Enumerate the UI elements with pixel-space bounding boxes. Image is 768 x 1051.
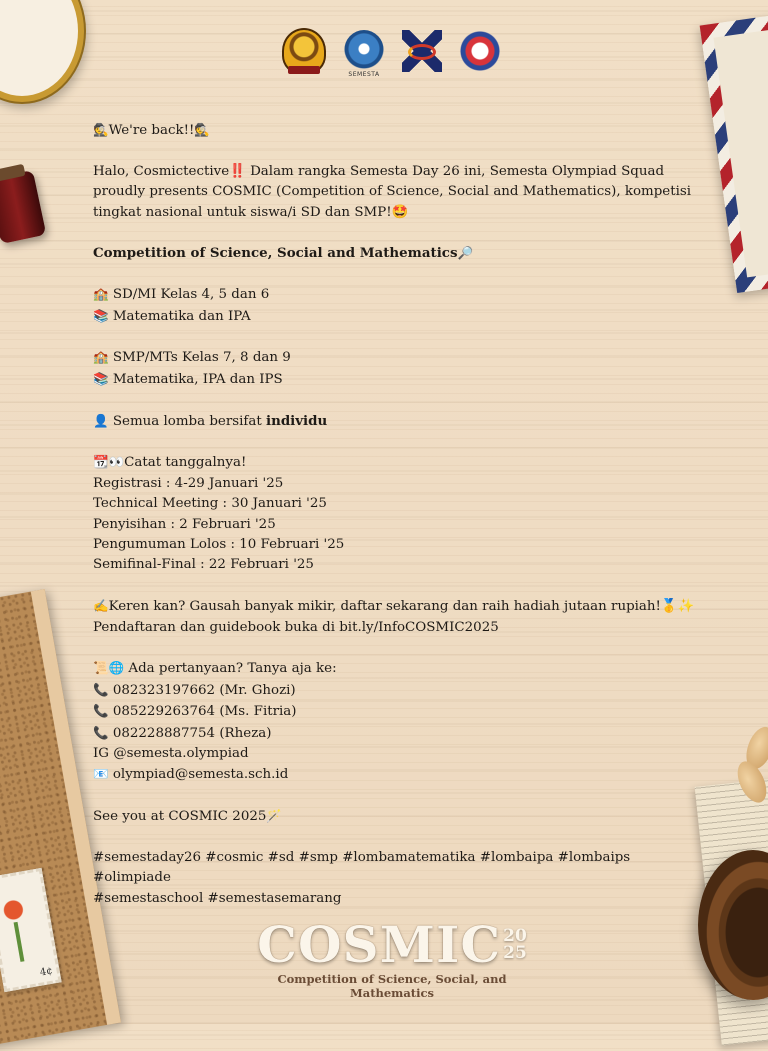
hashtags: #semestaday26 #cosmic #sd #smp #lombamatematika #lombaipa #lombaips #olimpiade <box>93 850 635 886</box>
sd-subjects: 📚 Matematika dan IPA <box>93 307 251 324</box>
individual-note: 👤 Semua lomba bersifat individu <box>93 412 328 429</box>
phone-icon: 📞 <box>93 724 109 740</box>
intro-line: 🕵️We're back!!🕵️ <box>93 122 210 138</box>
announcement-text <box>93 120 703 909</box>
schedule-item: Semifinal-Final : 22 Februari '25 <box>93 557 314 573</box>
competition-heading: Competition of Science, Social and Mathematics🔎 <box>93 245 474 262</box>
detective-icon: 🕵️ <box>194 122 210 137</box>
sd-level: 🏫 SD/MI Kelas 4, 5 dan 6 <box>93 286 270 303</box>
contact-header: 📜🌐 Ada pertanyaan? Tanya aja ke: <box>93 660 337 677</box>
smp-subjects: 📚 Matematika, IPA dan IPS <box>93 370 283 387</box>
school-icon: 🏫 <box>93 286 109 302</box>
unes-logo-icon <box>282 28 326 74</box>
magnifying-glass-decoration <box>0 0 84 102</box>
contact-phone[interactable]: 📞 082323197662 (Mr. Ghozi) <box>93 681 296 698</box>
scroll-globe-icon: 📜🌐 <box>93 660 125 676</box>
books-icon: 📚 <box>93 307 109 323</box>
detective-icon: 🕵️ <box>93 122 109 137</box>
phone-icon: 📞 <box>93 703 109 719</box>
contact-email[interactable]: 📧 olympiad@semesta.sch.id <box>93 766 289 783</box>
email-icon: 📧 <box>93 766 109 782</box>
contact-instagram[interactable]: IG @semesta.olympiad <box>93 746 249 762</box>
rubber-stamp-decoration <box>0 170 46 244</box>
cta-line: ✍️Keren kan? Gausah banyak mikir, daftar sekarang dan raih hadiah jutaan rupiah!🥇✨ <box>93 598 695 615</box>
intro-paragraph: Halo, Cosmictective‼️ Dalam rangka Semesta Day 26 ini, Semesta Olympiad Squad proudly presents COSMIC (Competition of Science, Social and Mathematics), kompetisi tingkat nasional untuk siswa/i SD dan SMP!🤩 <box>93 163 696 220</box>
cosmic-emblem-logo-icon <box>460 30 500 72</box>
brand-subtitle: Competition of Science, Social, and Mathematics <box>277 972 507 1000</box>
phone-icon: 📞 <box>93 681 109 697</box>
schedule-item: Technical Meeting : 30 Januari '25 <box>93 496 327 512</box>
semesta-logo-label: SEMESTA <box>348 71 380 78</box>
olympiad-torch-logo-icon <box>402 30 442 72</box>
postage-value: 4¢ <box>39 965 54 979</box>
registration-link[interactable]: Pendaftaran dan guidebook buka di bit.ly/InfoCOSMIC2025 <box>93 619 499 635</box>
writing-hand-icon: ✍️ <box>93 598 109 614</box>
semesta-globe-logo-icon <box>344 30 384 78</box>
person-icon: 👤 <box>93 412 109 428</box>
books-icon: 📚 <box>93 370 109 386</box>
schedule-item: Registrasi : 4-29 Januari '25 <box>93 475 284 491</box>
school-icon: 🏫 <box>93 349 109 365</box>
closing-line: See you at COSMIC 2025🪄 <box>93 808 282 825</box>
brand-year: 20 25 <box>503 925 527 963</box>
contact-phone[interactable]: 📞 085229263764 (Ms. Fitria) <box>93 703 297 720</box>
magnifier-icon: 🔎 <box>457 245 474 261</box>
schedule-item: Pengumuman Lolos : 10 Februari '25 <box>93 537 345 553</box>
header-logos <box>282 28 500 78</box>
hashtags: #semestaschool #semestasemarang <box>93 890 342 906</box>
schedule-header: 📆👀Catat tanggalnya! <box>93 454 247 471</box>
contact-phone[interactable]: 📞 082228887754 (Rheza) <box>93 724 272 741</box>
schedule-item: Penyisihan : 2 Februari '25 <box>93 516 276 532</box>
cosmic-brand <box>242 915 542 1000</box>
airmail-envelope-decoration <box>700 13 768 293</box>
magic-wand-icon: 🪄 <box>266 808 282 824</box>
brand-wordmark: COSMIC <box>257 915 502 974</box>
smp-level: 🏫 SMP/MTs Kelas 7, 8 dan 9 <box>93 349 291 366</box>
calendar-eyes-icon: 📆👀 <box>93 454 125 470</box>
